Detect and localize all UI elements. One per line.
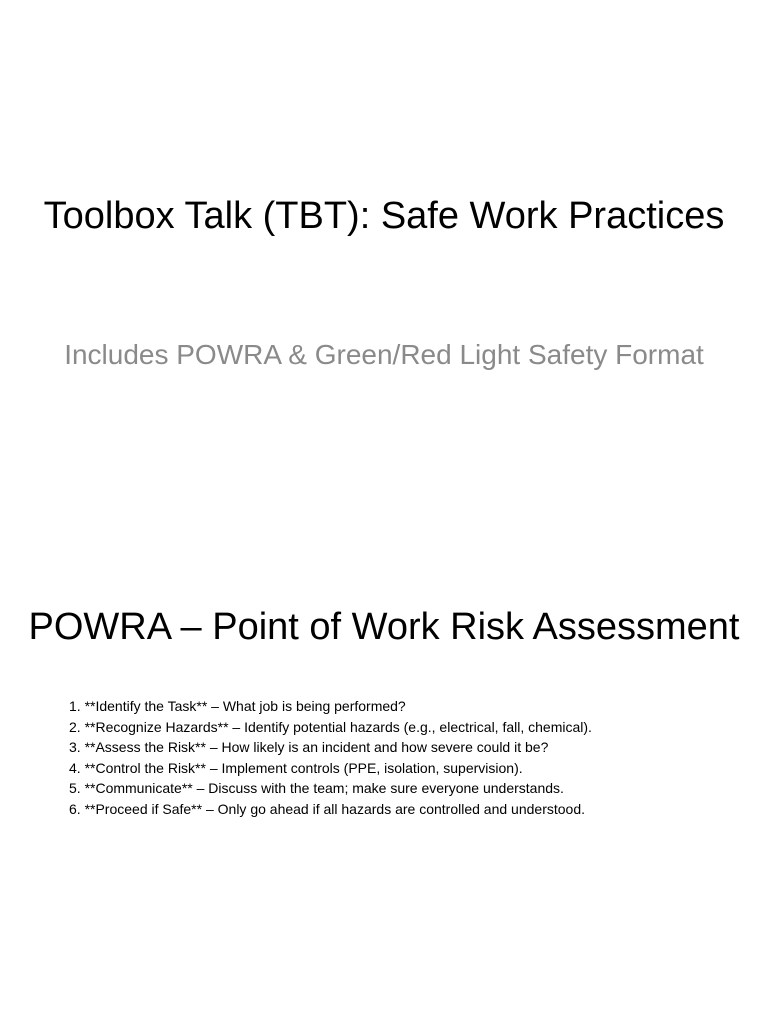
main-title: Toolbox Talk (TBT): Safe Work Practices: [43, 195, 725, 237]
list-item: 4. **Control the Risk** – Implement controls (PPE, isolation, supervision).: [69, 759, 523, 776]
list-item: 6. **Proceed if Safe** – Only go ahead if all hazards are controlled and understood.: [69, 800, 585, 817]
list-item: 3. **Assess the Risk** – How likely is an incident and how severe could it be?: [69, 739, 549, 755]
section-title: POWRA – Point of Work Risk Assessment: [28, 606, 740, 648]
list-item: 1. **Identify the Task** – What job is being performed?: [69, 698, 406, 714]
powra-slide: [0, 512, 768, 1024]
subtitle: Includes POWRA & Green/Red Light Safety Format: [64, 339, 704, 370]
powra-steps-list: [69, 696, 592, 819]
list-item: 2. **Recognize Hazards** – Identify potential hazards (e.g., electrical, fall, chemical).: [69, 718, 592, 735]
list-item: 5. **Communicate** – Discuss with the team; make sure everyone understands.: [69, 780, 564, 796]
